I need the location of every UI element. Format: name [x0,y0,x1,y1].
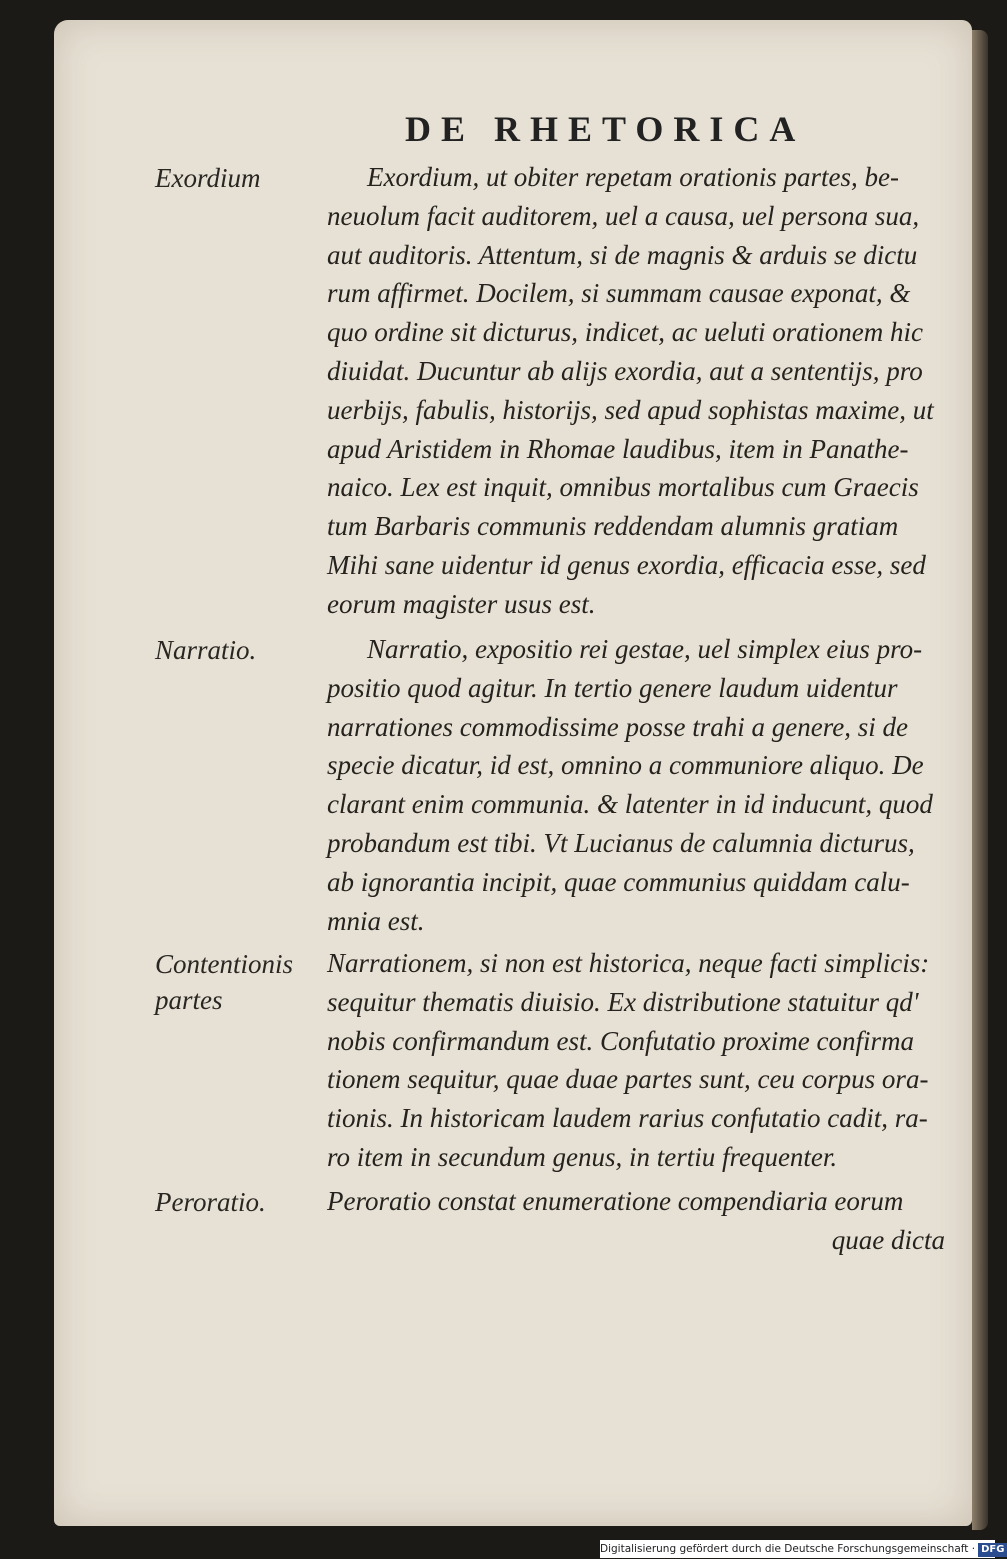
text-line: tionem sequitur, quae duae partes sunt, ceu corpus ora- [327,1064,929,1095]
text-line: nobis confirmandum est. Confutatio proxime confirma [327,1025,914,1056]
text-line: Exordium, ut obiter repetam orationis partes, be- [367,162,899,192]
text-line: uerbijs, fabulis, historijs, sed apud sophistas maxime, ut [327,394,934,425]
text-line: tionis. In historicam laudem rarius confutatio cadit, ra- [327,1103,928,1134]
text-line: clarant enim communia. & latenter in id inducunt, quod [327,789,933,820]
text-line: aut auditoris. Attentum, si de magnis & arduis se dictu [327,239,918,270]
margin-note-narratio: Narratio. [155,635,257,665]
margin-note-contentionis: Contentionis partes [155,949,294,1015]
text-line: naico. Lex est inquit, omnibus mortalibus cum Graecis [327,472,919,503]
credit-text: Digitalisierung gefördert durch die Deutsche Forschungsgemeinschaft · [600,1543,976,1555]
text-line: ro item in secundum genus, in tertiu frequenter. [327,1141,838,1172]
page-edge [972,30,988,1530]
text-line: Narrationem, si non est historica, neque facti simplicis: [327,948,930,978]
dfg-logo: DFG [978,1543,1007,1557]
text-line: specie dicatur, id est, omnino a communiore aliquo. De [327,750,924,781]
text-line: tum Barbaris communis reddendam alumnis gratiam [327,511,899,542]
text-line: rum affirmet. Docilem, si summam causae exponat, & [327,278,911,309]
text-line: diuidat. Ducuntur ab alijs exordia, aut a sententijs, pro [327,355,923,386]
text-line: Peroratio constat enumeratione compendiaria eorum [327,1186,904,1216]
text-line: eorum magister usus est. [327,588,596,619]
margin-note-peroratio: Peroratio. [155,1187,266,1217]
text-line: ab ignorantia incipit, quae communius quiddam calu- [327,866,910,897]
section-contentionis [327,944,945,1177]
text-line: narrationes commodissime posse trahi a genere, si de [327,711,908,742]
text-line: apud Aristidem in Rhomae laudibus, item in Panathe- [327,433,909,464]
text-line: Mihi sane uidentur id genus exordia, efficacia esse, sed [327,549,926,580]
text-line: Narratio, expositio rei gestae, uel simplex eius pro- [367,634,923,664]
text-line: quo ordine sit dicturus, indicet, ac ueluti orationem hic [327,317,923,348]
running-head: DE RHETORICA [405,109,806,149]
catchword: quae dicta [831,1224,945,1255]
section-narratio [327,630,945,940]
text-line: sequitur thematis diuisio. Ex distributione statuitur qd' [327,986,919,1017]
text-line: neuolum facit auditorem, uel a causa, uel persona sua, [327,200,920,231]
margin-note-exordium: Exordium [155,163,261,193]
text-line: probandum est tibi. Vt Lucianus de calumnia dicturus, [327,827,915,858]
section-exordium [327,158,945,624]
text-line: mnia est. [327,905,425,936]
section-peroratio [327,1182,945,1260]
text-line: positio quod agitur. In tertio genere laudum uidentur [327,672,898,703]
digitization-credit [600,1540,1005,1558]
